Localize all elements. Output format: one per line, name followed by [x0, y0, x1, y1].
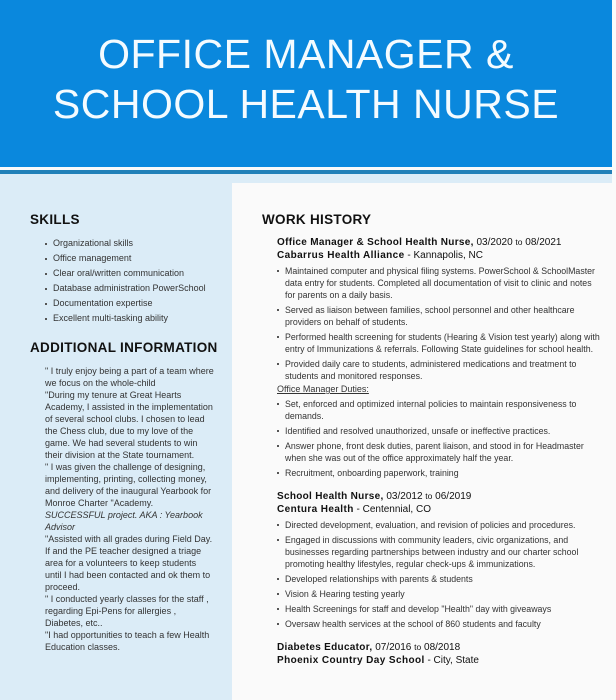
job-bullet: Maintained computer and physical filing systems. PowerSchool & SchoolMaster data entry for students. Completed all documentation of visit to clinic and notes for parents on a daily basis. — [277, 265, 602, 301]
additional-paragraph: "During my tenure at Great Hearts Academy, I assisted in the implementation of several school clubs. I chosen to lead the Chess club, due to my love of the game. We had several students to win their division at the State tournament. — [45, 389, 213, 460]
job-bullet: Recruitment, onboarding paperwork, training — [277, 467, 602, 479]
job-bullet: Vision & Hearing testing yearly — [277, 588, 602, 600]
yearbook-note: SUCCESSFUL project. AKA : Yearbook Advisor — [45, 509, 203, 532]
job-bullets — [277, 265, 602, 382]
job-location: - Centennial, CO — [356, 503, 431, 515]
additional-info-text — [45, 365, 215, 653]
job-bullets — [277, 519, 602, 630]
job-end: 08/2021 — [525, 237, 562, 248]
work-history-section — [262, 212, 602, 667]
resume-title-line-1: OFFICE MANAGER & — [98, 30, 514, 77]
job-bullet: Directed development, evaluation, and revision of policies and procedures. — [277, 519, 602, 531]
job-start: 03/2012 — [386, 491, 423, 502]
job-end: 06/2019 — [435, 491, 472, 502]
job-bullet: Provided daily care to students, administered medications and treatment to students and monitored responses. — [277, 358, 602, 382]
job-start: 07/2016 — [375, 642, 412, 653]
job-bullet: Identified and resolved unauthorized, unsafe or ineffective practices. — [277, 425, 602, 437]
job-entry — [277, 641, 602, 667]
job-location: - Kannapolis, NC — [407, 249, 483, 261]
job-entry — [277, 236, 602, 479]
job-role: Office Manager & School Health Nurse, — [277, 237, 474, 248]
skill-item: Organizational skills — [45, 238, 225, 250]
skills-heading: SKILLS — [30, 212, 80, 227]
job-bullet: Set, enforced and optimized internal policies to maintain responsiveness to demands. — [277, 398, 602, 422]
job-role: Diabetes Educator, — [277, 642, 373, 653]
skill-item: Clear oral/written communication — [45, 268, 225, 280]
job-company: Centura Health — [277, 503, 354, 515]
job-header — [277, 641, 602, 667]
skill-item: Excellent multi-tasking ability — [45, 313, 225, 325]
additional-paragraph: "I had opportunities to teach a few Health Education classes. — [45, 629, 210, 652]
job-company: Phoenix Country Day School — [277, 654, 425, 666]
skill-item: Database administration PowerSchool — [45, 283, 225, 295]
job-to: to — [414, 642, 422, 652]
job-bullet: Served as liaison between families, school personnel and other healthcare providers on behalf of students. — [277, 304, 602, 328]
office-duties-bullets — [277, 398, 602, 479]
job-bullet: Performed health screening for students (Hearing & Vision test yearly) along with entry of Immunizations & referrals. Following State guidelines for school health. — [277, 331, 602, 355]
skill-item: Office management — [45, 253, 225, 265]
job-bullet: Developed relationships with parents & students — [277, 573, 602, 585]
resume-title-line-2: SCHOOL HEALTH NURSE — [52, 80, 560, 127]
office-duties-subheading: Office Manager Duties: — [277, 384, 369, 394]
skills-list — [45, 238, 225, 325]
job-company: Cabarrus Health Alliance — [277, 249, 405, 261]
additional-paragraph — [45, 461, 215, 533]
job-end: 08/2018 — [424, 642, 461, 653]
job-location: - City, State — [427, 654, 479, 666]
additional-text: " I was given the challenge of designing, implementing, printing, collecting money, and delivery of the inaugural Yearbook for Monroe Charter "Academy. — [45, 461, 212, 508]
additional-info-heading: ADDITIONAL INFORMATION — [30, 339, 218, 355]
job-entry — [277, 490, 602, 630]
job-bullet: Engaged in discussions with community leaders, civic organizations, and businesses regarding partnerships between industry and our charter school promoting healthy lifestyles, regular check-ups & immunizations. — [277, 534, 602, 570]
job-to: to — [425, 491, 433, 501]
resume-header — [0, 0, 612, 167]
job-bullet: Health Screenings for staff and develop "Health" day with giveaways — [277, 603, 602, 615]
job-header — [277, 236, 602, 262]
skill-item: Documentation expertise — [45, 298, 225, 310]
additional-paragraph: " I conducted yearly classes for the staff , regarding Epi-Pens for allergies , Diabetes, etc.. — [45, 593, 209, 628]
job-bullet: Answer phone, front desk duties, parent liaison, and stood in for Headmaster when she was out of the office approximately half the year. — [277, 440, 602, 464]
job-start: 03/2020 — [476, 237, 513, 248]
sidebar — [30, 212, 225, 653]
job-header — [277, 490, 602, 516]
job-bullet: Oversaw health services at the school of 860 students and faculty — [277, 618, 602, 630]
job-to: to — [515, 237, 523, 247]
work-history-heading: WORK HISTORY — [262, 212, 372, 227]
additional-paragraph: "Assisted with all grades during Field Day. If and the PE teacher designed a triage area for a volunteers to keep students until I had been contacted and ok them to proceed. — [45, 533, 213, 592]
job-role: School Health Nurse, — [277, 491, 384, 502]
additional-paragraph: " I truly enjoy being a part of a team where we focus on the whole-child — [45, 365, 214, 388]
